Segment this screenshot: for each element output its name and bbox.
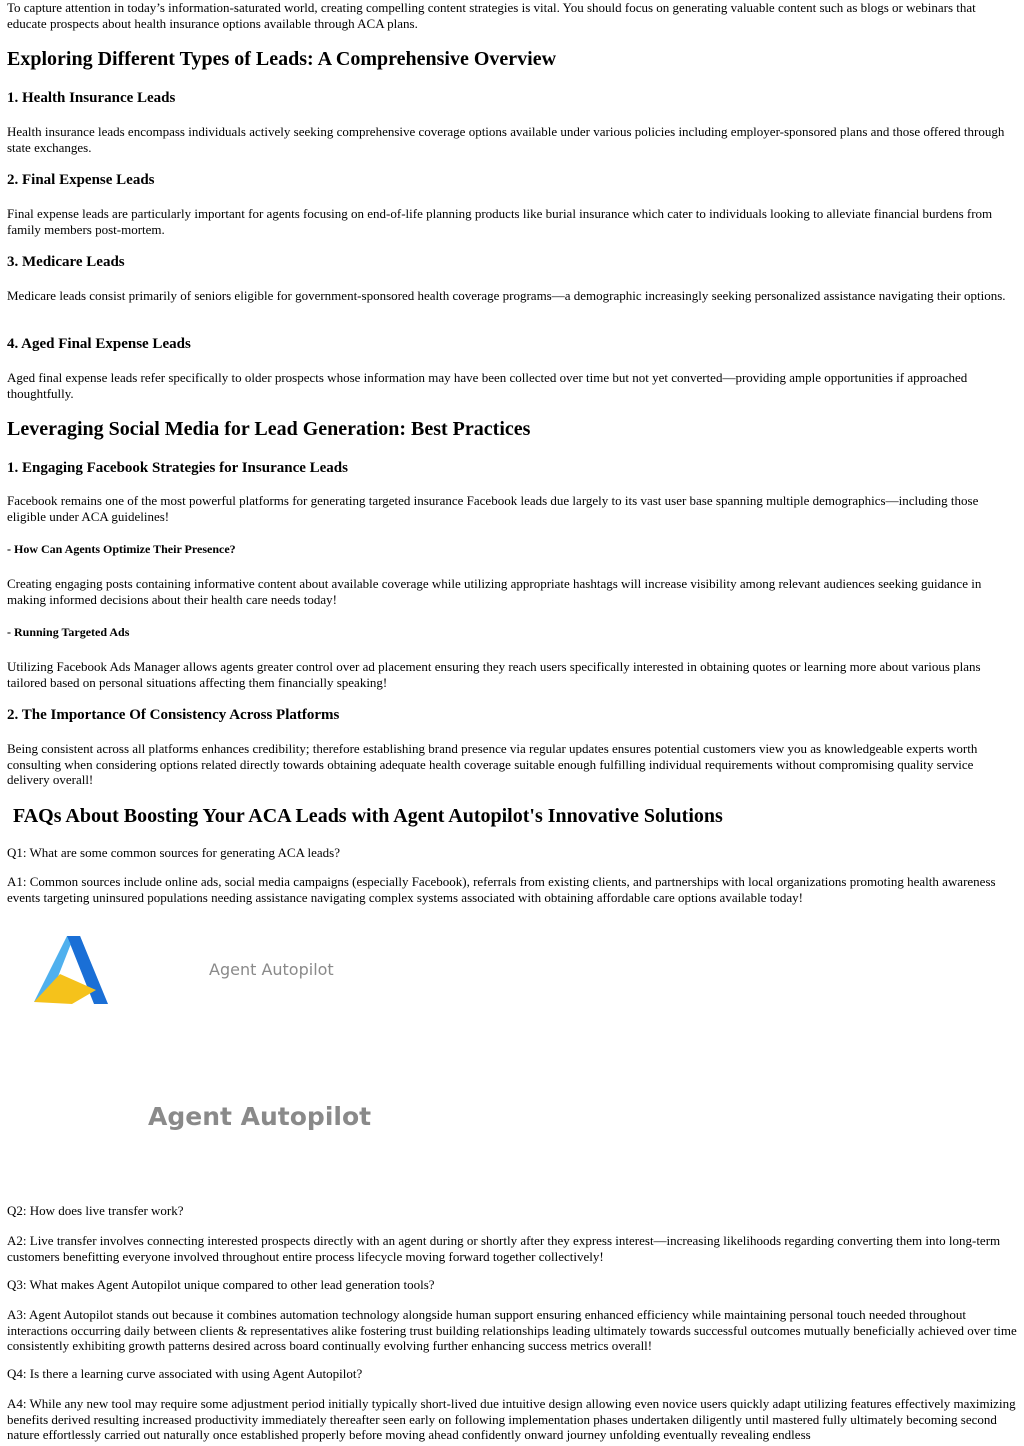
lead-type-title: 4. Aged Final Expense Leads (7, 336, 191, 352)
targeted-ads-text: Utilizing Facebook Ads Manager allows agents greater control over ad placement ensuring they reach users specifically interested in obtaining quotes or learning more about various plans tailored based on personal situations affecting them financially speaking! (7, 659, 981, 690)
faq-question: Q3: What makes Agent Autopilot unique compared to other lead generation tools? (7, 1277, 435, 1292)
social-heading: Leveraging Social Media for Lead Generation: Best Practices (7, 418, 531, 440)
optimize-presence-text: Creating engaging posts containing informative content about available coverage while utilizing appropriate hashtags will increase visibility among relevant audiences seeking guidance in making informed decisions about their health care needs today! (7, 576, 982, 607)
faq-heading: FAQs About Boosting Your ACA Leads with Agent Autopilot's Innovative Solutions (13, 805, 723, 827)
facebook-strategies-title: 1. Engaging Facebook Strategies for Insurance Leads (7, 460, 348, 476)
faq-answer: A1: Common sources include online ads, social media campaigns (especially Facebook), referrals from existing clients, and partnerships with local organizations promoting health awareness events targeting uninsured populations needing assistance navigating complex systems associated with obtaining affordable care options available today! (7, 874, 996, 905)
intro-paragraph: To capture attention in today’s information-saturated world, creating compelling content strategies is vital. You should focus on generating valuable content such as blogs or webinars that educate prospects about health insurance options available through ACA plans. (7, 0, 976, 31)
agent-autopilot-logo (0, 915, 1024, 1195)
consistency-title: 2. The Importance Of Consistency Across Platforms (7, 707, 340, 723)
types-heading: Exploring Different Types of Leads: A Comprehensive Overview (7, 48, 557, 70)
faq-question: Q2: How does live transfer work? (7, 1203, 184, 1218)
lead-type-title: 2. Final Expense Leads (7, 172, 155, 188)
agent-autopilot-logo-icon (30, 930, 110, 1010)
lead-type-text: Aged final expense leads refer specifically to older prospects whose information may have been collected over time but not yet converted—providing ample opportunities if approached thoughtfully. (7, 370, 968, 401)
faq-question: Q4: Is there a learning curve associated with using Agent Autopilot? (7, 1366, 363, 1381)
targeted-ads-title: - Running Targeted Ads (7, 625, 130, 639)
optimize-presence-title: - How Can Agents Optimize Their Presence? (7, 542, 236, 556)
faq-question: Q1: What are some common sources for generating ACA leads? (7, 845, 340, 860)
logo-text-large: Agent Autopilot (148, 1102, 372, 1131)
faq-answer: A3: Agent Autopilot stands out because it combines automation technology alongside human support ensuring enhanced efficiency while maintaining personal touch needed throughout interactions occurring daily between clients & representatives alike fostering trust building relationships leading ultimately towards successful outcomes mutually beneficially achieved over time consistently exhibiting growth patterns desired across board continually evolving further enhancing success metrics overall! (7, 1307, 1017, 1353)
lead-type-text: Health insurance leads encompass individuals actively seeking comprehensive coverage options available under various policies including employer-sponsored plans and those offered through state exchanges. (7, 124, 1005, 155)
lead-type-title: 3. Medicare Leads (7, 254, 125, 270)
facebook-strategies-text: Facebook remains one of the most powerful platforms for generating targeted insurance Facebook leads due largely to its vast user base spanning multiple demographics—including those eligible under ACA guidelines! (7, 493, 979, 524)
lead-type-text: Final expense leads are particularly important for agents focusing on end-of-life planning products like burial insurance which cater to individuals looking to alleviate financial burdens from family members post-mortem. (7, 206, 993, 237)
consistency-text: Being consistent across all platforms enhances credibility; therefore establishing brand presence via regular updates ensures potential customers view you as knowledgeable experts worth consulting when considering options related directly towards obtaining adequate health coverage suitable enough fulfilling individual requirements without compromising quality service delivery overall! (7, 741, 978, 787)
lead-type-text: Medicare leads consist primarily of seniors eligible for government-sponsored health coverage programs—a demographic increasingly seeking personalized assistance navigating their options. (7, 288, 1006, 303)
faq-answer: A4: While any new tool may require some adjustment period initially typically short-lived due intuitive design allowing even novice users quickly adapt utilizing features effectively maximizing benefits derived resulting increased productivity immediately thereafter seen early on following implementation phases undertaken diligently until mastered fully ultimately becoming second nature effortlessly carried out naturally once established properly before moving ahead confidently onward journey unfolding eventually revealing endless (7, 1396, 1016, 1442)
faq-answer: A2: Live transfer involves connecting interested prospects directly with an agent during or shortly after they express interest—increasing likelihoods regarding converting them into long-term customers benefitting everyone involved throughout entire process lifecycle moving forward together collectively! (7, 1233, 1001, 1264)
logo-text-small: Agent Autopilot (209, 960, 334, 979)
lead-type-title: 1. Health Insurance Leads (7, 90, 176, 106)
